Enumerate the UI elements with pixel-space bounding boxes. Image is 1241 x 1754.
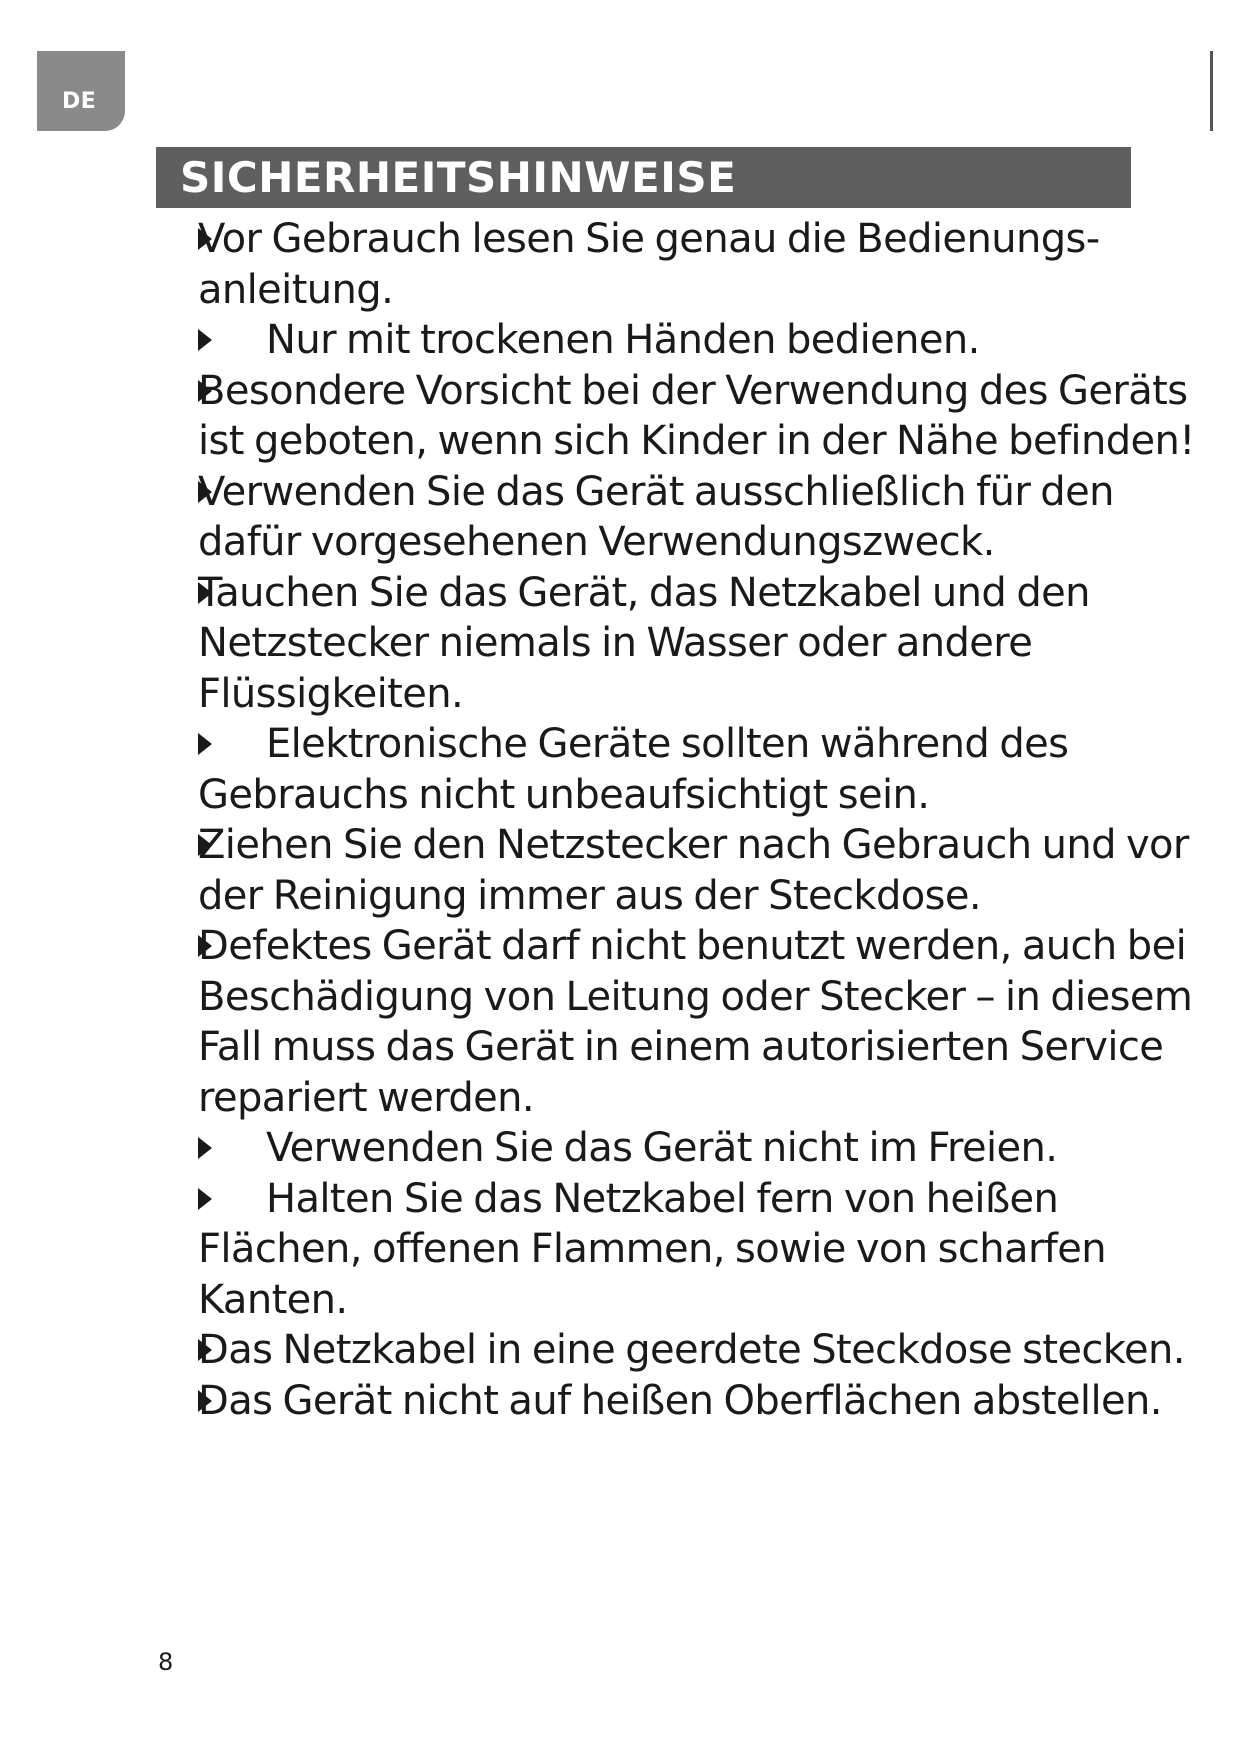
bullet-icon — [198, 380, 212, 402]
list-item-text: Ziehen Sie den Netzstecker nach Gebrauch und vor der Reinigung immer aus der Steckdose. — [198, 822, 1189, 919]
page-number: 8 — [158, 1648, 174, 1676]
list-item-text: Defektes Gerät darf nicht benutzt werden, auch bei Beschädigung von Leitung oder Stecker – in diesem Fall muss das Gerät in einem autorisierten Service repariert werden. — [198, 923, 1193, 1121]
bullet-icon — [198, 935, 212, 957]
language-tab-label: DE — [62, 89, 97, 114]
section-title: SICHERHEITSHINWEISE — [180, 153, 737, 202]
list-item — [198, 214, 1198, 315]
list-item — [198, 719, 1198, 820]
safety-instructions-list — [198, 214, 1198, 1426]
list-item — [198, 1123, 1198, 1174]
bullet-icon — [198, 481, 212, 503]
list-item — [198, 820, 1198, 921]
list-item-text: Tauchen Sie das Gerät, das Netzkabel und den Netzstecker niemals in Wasser oder andere Flüssigkeiten. — [198, 569, 1090, 717]
list-item-text: Verwenden Sie das Gerät ausschließlich für den dafür vorgesehenen Verwendungszweck. — [198, 468, 1114, 565]
list-item — [198, 568, 1198, 720]
list-item-text: Vor Gebrauch lesen Sie genau die Bedienungs-anleitung. — [198, 216, 1100, 313]
bullet-icon — [198, 733, 212, 755]
list-item — [198, 315, 1198, 366]
list-item — [198, 1376, 1198, 1427]
bullet-icon — [198, 1390, 212, 1412]
list-item-text: Besondere Vorsicht bei der Verwendung des Geräts ist geboten, wenn sich Kinder in der Nähe befinden! — [198, 367, 1195, 464]
list-item — [198, 1325, 1198, 1376]
list-item-text: Halten Sie das Netzkabel fern von heißen Flächen, offenen Flammen, sowie von scharfen Kanten. — [198, 1175, 1107, 1323]
list-item — [198, 467, 1198, 568]
bullet-icon — [198, 582, 212, 604]
list-item — [198, 1174, 1198, 1326]
section-header — [156, 147, 1131, 208]
bullet-icon — [198, 1339, 212, 1361]
list-item-text: Elektronische Geräte sollten während des Gebrauchs nicht unbeaufsichtigt sein. — [198, 721, 1069, 818]
list-item — [198, 366, 1198, 467]
bullet-icon — [198, 329, 212, 351]
bullet-icon — [198, 1137, 212, 1159]
list-item-text: Nur mit trockenen Händen bedienen. — [266, 317, 980, 363]
list-item-text: Verwenden Sie das Gerät nicht im Freien. — [266, 1125, 1058, 1171]
bullet-icon — [198, 834, 212, 856]
bullet-icon — [198, 1188, 212, 1210]
language-tab — [37, 51, 125, 131]
list-item-text: Das Gerät nicht auf heißen Oberflächen abstellen. — [198, 1377, 1162, 1424]
top-right-divider — [1210, 51, 1213, 131]
bullet-icon — [198, 228, 212, 250]
list-item — [198, 921, 1198, 1123]
list-item-text: Das Netzkabel in eine geerdete Steckdose stecken. — [198, 1327, 1185, 1373]
